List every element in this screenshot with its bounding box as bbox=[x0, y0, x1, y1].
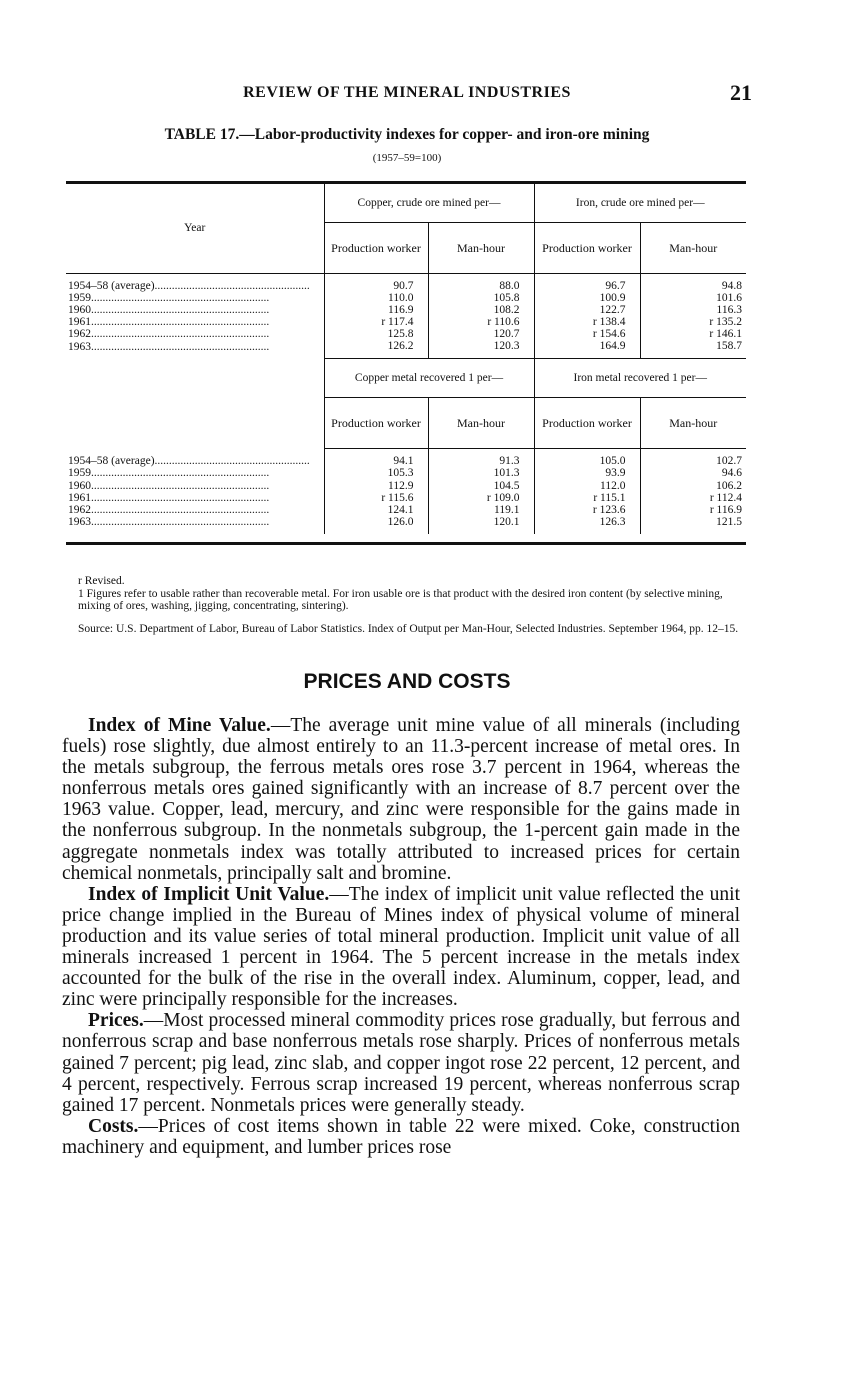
section-heading: PRICES AND COSTS bbox=[303, 670, 511, 693]
year-cell: 1960.............................................................. bbox=[66, 480, 324, 492]
table-row bbox=[66, 449, 746, 468]
group-header: Iron metal recovered 1 per— bbox=[534, 359, 746, 398]
table-row bbox=[66, 304, 746, 316]
column-header: Production worker bbox=[534, 223, 640, 274]
table-row bbox=[66, 516, 746, 534]
paragraph bbox=[62, 715, 740, 884]
value-cell: 94.8 bbox=[721, 280, 742, 292]
table-row bbox=[66, 480, 746, 492]
table-row bbox=[66, 492, 746, 504]
paragraph bbox=[62, 884, 740, 1011]
table-row bbox=[66, 328, 746, 340]
footnote-revised: r Revised. bbox=[78, 575, 125, 587]
year-cell: 1962.............................................................. bbox=[66, 504, 324, 516]
value-cell: 94.1 bbox=[324, 449, 428, 468]
value-cell: 100.9 bbox=[534, 292, 640, 304]
paragraph-text: —Most processed mineral commodity prices rose gradually, but ferrous and nonferrous scrap and base nonferrous metals rose sharply. Prices of nonferrous metals gained 7 percent; pig lead, zinc slab, and copper ingot rose 22 percent, 12 percent, and 4 percent, respectively. Ferrous scrap increased 19 percent, whereas nonferrous scrap gained 17 percent. Nonmetals prices were generally steady. bbox=[62, 1010, 740, 1116]
value-cell: 105.0 bbox=[534, 449, 640, 468]
column-header: Man-hour bbox=[428, 223, 534, 274]
table-row bbox=[66, 274, 746, 293]
paragraph-lead: Index of Implicit Unit Value. bbox=[88, 883, 330, 905]
table-source: Source: U.S. Department of Labor, Bureau of Labor Statistics. Index of Output per Man-Hour, Selected Industries. September 1964, pp. 12–15. bbox=[78, 622, 739, 635]
group-header: Copper, crude ore mined per— bbox=[324, 183, 534, 223]
value-cell: 108.2 bbox=[428, 304, 534, 316]
value-cell: r 154.6 bbox=[534, 328, 640, 340]
year-cell: 1963.............................................................. bbox=[66, 516, 324, 534]
value-cell: 164.9 bbox=[534, 340, 640, 359]
value-cell: 158.7 bbox=[716, 340, 742, 353]
year-cell: 1961.............................................................. bbox=[66, 492, 324, 504]
value-cell: 110.0 bbox=[324, 292, 428, 304]
table-row bbox=[66, 467, 746, 479]
value-cell: 93.9 bbox=[534, 467, 640, 479]
value-cell: 121.5 bbox=[716, 515, 742, 528]
table-row bbox=[66, 292, 746, 304]
value-cell: 120.1 bbox=[428, 516, 534, 534]
year-cell: 1954–58 (average)...................................................... bbox=[66, 274, 324, 293]
year-cell: 1961.............................................................. bbox=[66, 316, 324, 328]
value-cell: 104.5 bbox=[428, 480, 534, 492]
table-section-metal-recovered bbox=[66, 359, 746, 543]
value-cell: r 112.4 bbox=[709, 491, 742, 504]
group-header-row bbox=[66, 183, 746, 223]
table-bottom-rule bbox=[66, 534, 746, 544]
column-header: Man-hour bbox=[640, 223, 746, 274]
table-section-crude-ore bbox=[66, 183, 746, 359]
value-cell: r 123.6 bbox=[534, 504, 640, 516]
paragraph-text: —Prices of cost items shown in table 22 were mixed. Coke, construction machinery and equipment, and lumber prices rose bbox=[62, 1115, 740, 1158]
value-cell: 124.1 bbox=[324, 504, 428, 516]
value-cell: 112.0 bbox=[534, 480, 640, 492]
group-header: Iron, crude ore mined per— bbox=[534, 183, 746, 223]
value-cell: 105.8 bbox=[428, 292, 534, 304]
section-body bbox=[62, 715, 740, 1158]
paragraph-lead: Prices. bbox=[88, 1010, 144, 1032]
value-cell: r 109.0 bbox=[428, 492, 534, 504]
value-cell: 91.3 bbox=[428, 449, 534, 468]
value-cell: 125.8 bbox=[324, 328, 428, 340]
value-cell: 102.7 bbox=[716, 455, 742, 468]
column-header: Man-hour bbox=[428, 398, 534, 449]
table-row bbox=[66, 316, 746, 328]
bottom-rule bbox=[66, 534, 746, 544]
value-cell: 90.7 bbox=[324, 274, 428, 293]
year-column-spacer bbox=[66, 359, 324, 449]
paragraph bbox=[62, 1010, 740, 1115]
table-footnotes bbox=[62, 575, 752, 636]
value-cell: r 116.9 bbox=[709, 503, 742, 516]
value-cell: 120.3 bbox=[428, 340, 534, 359]
table-caption: TABLE 17.—Labor-productivity indexes for copper- and iron-ore mining bbox=[164, 126, 650, 143]
value-cell: 116.3 bbox=[716, 304, 742, 317]
value-cell: 101.6 bbox=[716, 292, 742, 305]
value-cell: 101.3 bbox=[428, 467, 534, 479]
year-cell: 1959.............................................................. bbox=[66, 292, 324, 304]
column-header: Production worker bbox=[534, 398, 640, 449]
value-cell: 126.2 bbox=[324, 340, 428, 359]
page-number: 21 bbox=[730, 80, 752, 105]
year-cell: 1959.............................................................. bbox=[66, 467, 324, 479]
value-cell: r 115.1 bbox=[534, 492, 640, 504]
value-cell: 106.2 bbox=[716, 479, 742, 492]
value-cell: 112.9 bbox=[324, 480, 428, 492]
value-cell: 126.3 bbox=[534, 516, 640, 534]
value-cell: r 138.4 bbox=[534, 316, 640, 328]
table-base-period: (1957–59=100) bbox=[372, 152, 442, 164]
value-cell: r 135.2 bbox=[709, 316, 742, 329]
column-header: Man-hour bbox=[640, 398, 746, 449]
table-row bbox=[66, 504, 746, 516]
value-cell: r 146.1 bbox=[709, 328, 742, 341]
paragraph bbox=[62, 1116, 740, 1158]
value-cell: 94.6 bbox=[721, 467, 742, 480]
value-cell: 96.7 bbox=[534, 274, 640, 293]
running-head bbox=[62, 80, 752, 110]
table-row bbox=[66, 340, 746, 359]
value-cell: 88.0 bbox=[428, 274, 534, 293]
column-header: Production worker bbox=[324, 398, 428, 449]
footnote-1: 1 Figures refer to usable rather than recoverable metal. For iron usable ore is that product with the desired iron content (by selective mining, mixing of ores, washing, jigging, concentrating, sintering). bbox=[78, 587, 723, 613]
group-header: Copper metal recovered 1 per— bbox=[324, 359, 534, 398]
paragraph-lead: Costs. bbox=[88, 1115, 139, 1137]
paragraph-text: —The index of implicit unit value reflected the unit price change implied in the Bureau of Mines index of physical volume of mineral production and its value series of total mineral production. Implicit unit value of all minerals increased 1 percent in 1964. The 5 percent increase in the metals index accounted for the bulk of the rise in the overall index. Aluminum, copper, lead, and zinc were principally responsible for the increases. bbox=[62, 883, 740, 1011]
value-cell: r 117.4 bbox=[324, 316, 428, 328]
running-title: REVIEW OF THE MINERAL INDUSTRIES bbox=[243, 84, 571, 101]
year-column-header: Year bbox=[66, 183, 324, 274]
column-header: Production worker bbox=[324, 223, 428, 274]
value-cell: 119.1 bbox=[428, 504, 534, 516]
year-cell: 1962.............................................................. bbox=[66, 328, 324, 340]
year-cell: 1954–58 (average)...................................................... bbox=[66, 449, 324, 468]
year-cell: 1963.............................................................. bbox=[66, 340, 324, 359]
value-cell: 105.3 bbox=[324, 467, 428, 479]
value-cell: 122.7 bbox=[534, 304, 640, 316]
value-cell: 126.0 bbox=[324, 516, 428, 534]
year-cell: 1960.............................................................. bbox=[66, 304, 324, 316]
value-cell: 116.9 bbox=[324, 304, 428, 316]
value-cell: r 115.6 bbox=[324, 492, 428, 504]
paragraph-lead: Index of Mine Value. bbox=[88, 715, 271, 736]
value-cell: r 110.6 bbox=[428, 316, 534, 328]
paragraph-text: —The average unit mine value of all minerals (including fuels) rose slightly, due almost entirely to an 11.3-percent increase of metal ores. In the metals subgroup, the ferrous metals ores rose 3.7 percent in 1964, whereas the nonferrous metals ores gained significantly with an increase of 8.7 percent over the 1963 value. Copper, lead, mercury, and zinc were responsible for the gains made in the nonferrous subgroup. In the nonmetals subgroup, the 1-percent gain made in the aggregate nonmetals index was totally attributed to increased prices for certain chemical nonmetals, principally salt and bromine. bbox=[62, 715, 741, 884]
productivity-table bbox=[66, 181, 746, 545]
value-cell: 120.7 bbox=[428, 328, 534, 340]
group-header-row bbox=[66, 359, 746, 398]
